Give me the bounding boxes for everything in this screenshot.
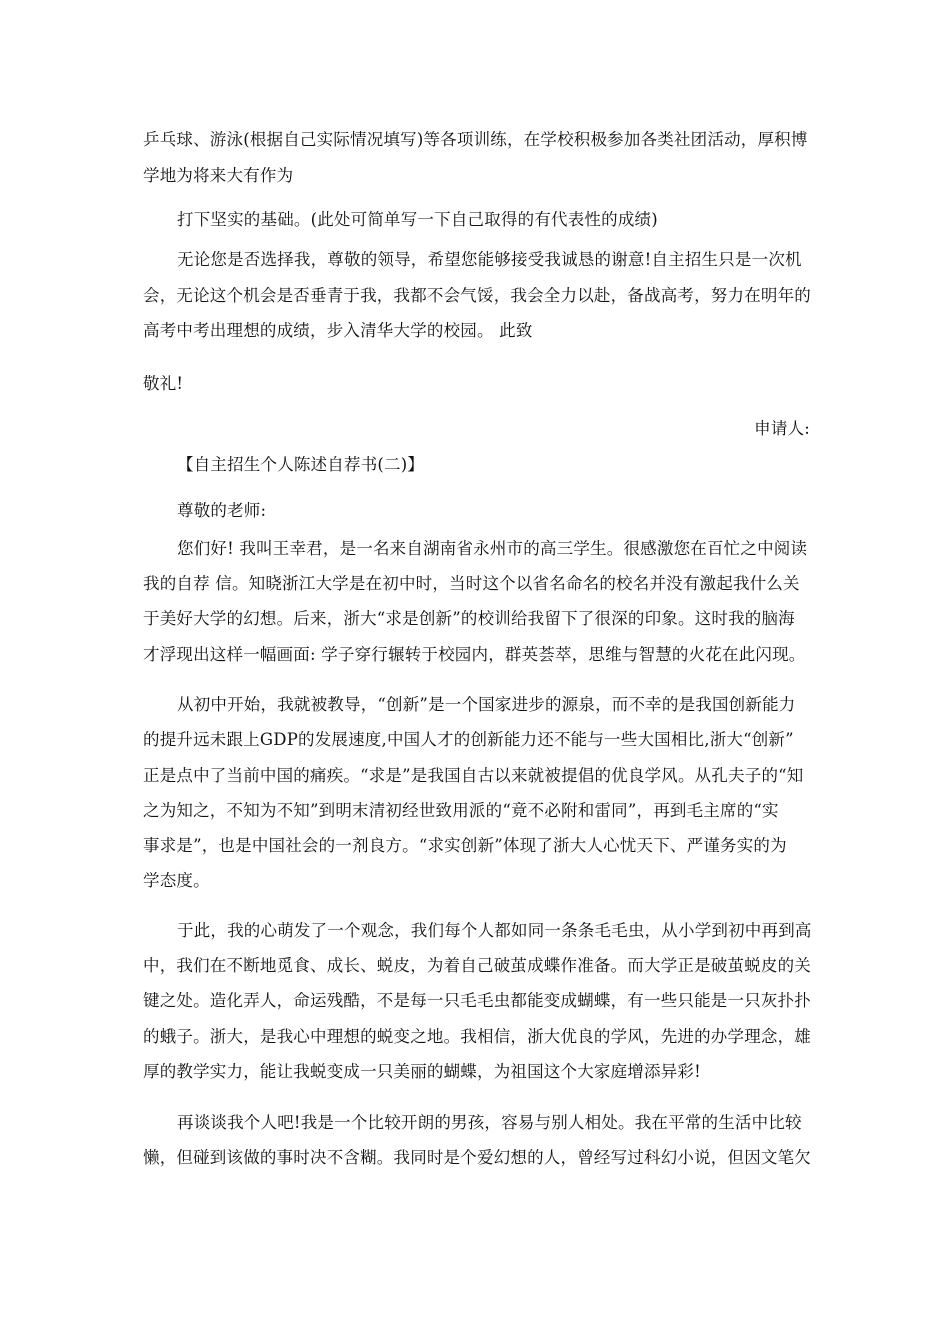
signature-label: 申请人: [754, 419, 810, 438]
text-line: 会，无论这个机会是否垂青于我，我都不会气馁，我会全力以赴，备战高考，努力在明年的 [143, 286, 811, 305]
text-line: 从初中开始，我就被教导，“创新”是一个国家进步的源泉，而不幸的是我国创新能力 [177, 695, 796, 714]
text-line: 再谈谈我个人吧!我是一个比较开朗的男孩，容易与别人相处。我在平常的生活中比较 [177, 1113, 802, 1132]
text-line: 厚的教学实力，能让我蜕变成一只美丽的蝴蝶，为祖国这个大家庭增添异彩! [143, 1062, 701, 1081]
text-line: 乒乓球、游泳(根据自己实际情况填写)等各项训练，在学校积极参加各类社团活动，厚积博 [143, 130, 808, 149]
text-line: 高考中考出理想的成绩，步入清华大学的校园。 此致 [143, 321, 533, 340]
text-line: 才浮现出这样一幅画面: 学子穿行辗转于校园内，群英荟萃，思维与智慧的火花在此闪现。 [143, 645, 806, 664]
greeting: 尊敬的老师: [177, 501, 267, 520]
text-line: 事求是”，也是中国社会的一剂良方。“求实创新”体现了浙大人心忧天下、严谨务实的为 [143, 836, 787, 855]
text-line: 学地为将来大有作为 [143, 166, 294, 185]
text-line: 的蛾子。浙大，是我心中理想的蜕变之地。我相信，浙大优良的学风，先进的办学理念，雄 [143, 1027, 811, 1046]
text-line: 中，我们在不断地觅食、成长、蜕皮，为着自己破茧成蝶作准备。而大学正是破茧蜕皮的关 [143, 956, 811, 975]
text-line: 于此，我的心萌发了一个观念，我们每个人都如同一条条毛毛虫，从小学到初中再到高 [177, 921, 812, 940]
text-line: 我的自荐 信。知晓浙江大学是在初中时，当时这个以省名命名的校名并没有激起我什么关 [143, 574, 800, 593]
text-line: 键之处。造化弄人，命运残酷，不是每一只毛毛虫都能变成蝴蝶，有一些只能是一只灰扑扑 [143, 991, 811, 1010]
text-line: 您们好! 我叫王幸君，是一名来自湖南省永州市的高三学生。很感激您在百忙之中阅读 [177, 539, 808, 558]
text-line: 于美好大学的幻想。后来，浙大“求是创新”的校训给我留下了很深的印象。这时我的脑海 [143, 609, 795, 628]
text-line: 正是点中了当前中国的痛疾。“求是”是我国自古以来就被提倡的优良学风。从孔夫子的“知 [143, 766, 804, 785]
text-line: 打下坚实的基础。(此处可简单写一下自己取得的有代表性的成绩) [177, 210, 658, 229]
text-line: 的提升远未跟上GDP的发展速度,中国人才的创新能力还不能与一些大国相比,浙大“创新” [143, 730, 794, 749]
salute: 敬礼! [143, 374, 184, 393]
text-line: 学态度。 [143, 871, 210, 890]
section-heading: 【自主招生个人陈述自荐书(二)】 [177, 455, 425, 474]
text-line: 懒，但碰到该做的事时决不含糊。我同时是个爱幻想的人，曾经写过科幻小说，但因文笔欠 [143, 1148, 811, 1167]
text-line: 无论您是否选择我，尊敬的领导，希望您能够接受我诚恳的谢意!自主招生只是一次机 [177, 250, 802, 269]
text-line: 之为知之，不知为不知”到明末清初经世致用派的“竟不必附和雷同”，再到毛主席的“实 [143, 801, 779, 820]
